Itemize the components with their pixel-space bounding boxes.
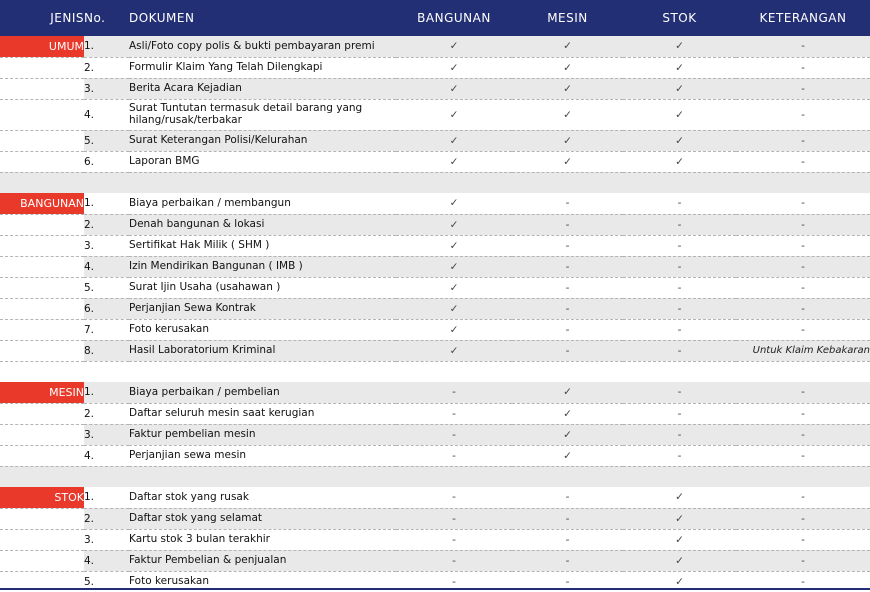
bangunan-mark: ✓: [396, 235, 512, 256]
bangunan-mark: -: [396, 403, 512, 424]
mesin-mark: ✓: [512, 382, 623, 403]
bangunan-mark: -: [396, 487, 512, 508]
mesin-mark: ✓: [512, 445, 623, 466]
bangunan-mark: -: [396, 508, 512, 529]
stok-mark: ✓: [623, 36, 736, 57]
bangunan-mark: -: [396, 424, 512, 445]
stok-mark: ✓: [623, 78, 736, 99]
table-body: [0, 36, 870, 592]
row-number: 6.: [84, 298, 129, 319]
stok-mark: ✓: [623, 529, 736, 550]
table-row: [0, 130, 870, 151]
category-empty: [0, 235, 84, 256]
bangunan-mark: -: [396, 529, 512, 550]
mesin-mark: ✓: [512, 57, 623, 78]
document-name: Denah bangunan & lokasi: [129, 214, 396, 235]
bangunan-mark: -: [452, 575, 456, 588]
stok-mark: -: [623, 424, 736, 445]
mesin-mark: -: [512, 340, 623, 361]
category-empty: [0, 99, 84, 130]
header-stok: STOK: [623, 0, 736, 36]
row-number: 3.: [84, 78, 129, 99]
keterangan-cell: -: [736, 57, 870, 78]
table-row: [0, 277, 870, 298]
keterangan-cell: -: [736, 193, 870, 214]
document-name: Foto kerusakan: [129, 575, 209, 588]
stok-mark: ✓: [623, 99, 736, 130]
spacer-cell: [0, 466, 870, 487]
document-name: Perjanjian sewa mesin: [129, 445, 396, 466]
document-name: Berita Acara Kejadian: [129, 78, 396, 99]
keterangan-cell: -: [736, 319, 870, 340]
keterangan-cell: -: [736, 130, 870, 151]
table-row: [0, 319, 870, 340]
table-row: [0, 550, 870, 571]
row-number: 8.: [84, 340, 129, 361]
bangunan-mark: ✓: [396, 277, 512, 298]
category-label: BANGUNAN: [0, 193, 84, 214]
mesin-mark: -: [512, 235, 623, 256]
category-empty: [0, 529, 84, 550]
table-row: [0, 529, 870, 550]
document-name: Kartu stok 3 bulan terakhir: [129, 529, 396, 550]
bangunan-mark: ✓: [396, 319, 512, 340]
keterangan-cell: -: [736, 550, 870, 571]
table-row: [0, 508, 870, 529]
keterangan-cell: -: [736, 445, 870, 466]
mesin-mark: -: [512, 256, 623, 277]
table-header: [0, 0, 870, 36]
row-number: 1.: [84, 382, 129, 403]
row-number: 4.: [84, 550, 129, 571]
mesin-mark: -: [512, 193, 623, 214]
table-row: [0, 340, 870, 361]
keterangan-cell: -: [736, 99, 870, 130]
category-empty: [0, 151, 84, 172]
table-row: [0, 403, 870, 424]
mesin-mark: ✓: [512, 130, 623, 151]
category-empty: [0, 550, 84, 571]
header-no: No.: [84, 0, 129, 36]
header-dokumen: DOKUMEN: [129, 0, 396, 36]
stok-mark: -: [623, 445, 736, 466]
row-number: 3.: [84, 235, 129, 256]
category-empty: [0, 445, 84, 466]
mesin-mark: -: [512, 319, 623, 340]
category-empty: [0, 298, 84, 319]
stok-mark: -: [623, 277, 736, 298]
document-name: Daftar stok yang selamat: [129, 508, 396, 529]
spacer-cell: [0, 172, 870, 193]
document-name: Laporan BMG: [129, 151, 396, 172]
document-name: Foto kerusakan: [129, 319, 396, 340]
table-row: [0, 382, 870, 403]
category-label: STOK: [0, 487, 84, 508]
keterangan-cell: -: [736, 151, 870, 172]
stok-mark: ✓: [623, 487, 736, 508]
bangunan-mark: ✓: [396, 151, 512, 172]
bangunan-mark: ✓: [396, 57, 512, 78]
bangunan-mark: ✓: [396, 78, 512, 99]
stok-mark: ✓: [623, 508, 736, 529]
keterangan-cell: -: [736, 214, 870, 235]
mesin-mark: ✓: [512, 36, 623, 57]
category-empty: [0, 57, 84, 78]
row-number: 7.: [84, 319, 129, 340]
table-row: [0, 298, 870, 319]
document-name: Asli/Foto copy polis & bukti pembayaran premi: [129, 36, 396, 57]
table-row: [0, 99, 870, 130]
row-number: 5.: [84, 130, 129, 151]
category-empty: [0, 340, 84, 361]
spacer-row: [0, 466, 870, 487]
keterangan-cell: -: [736, 277, 870, 298]
stok-mark: -: [623, 214, 736, 235]
bangunan-mark: ✓: [396, 193, 512, 214]
stok-mark: ✓: [623, 130, 736, 151]
table-row: [0, 256, 870, 277]
category-label: MESIN: [0, 382, 84, 403]
mesin-mark: -: [512, 550, 623, 571]
header-mesin: MESIN: [512, 0, 623, 36]
stok-mark: -: [623, 319, 736, 340]
mesin-mark: ✓: [512, 78, 623, 99]
row-number: 5.: [84, 575, 95, 588]
table-row: [0, 487, 870, 508]
keterangan-cell: -: [736, 78, 870, 99]
stok-mark: -: [623, 256, 736, 277]
keterangan-cell: -: [736, 403, 870, 424]
document-name: Faktur Pembelian & penjualan: [129, 550, 396, 571]
row-number: 2.: [84, 57, 129, 78]
spacer-row: [0, 361, 870, 382]
header-keterangan: KETERANGAN: [736, 0, 870, 36]
category-empty: [0, 319, 84, 340]
document-name: Surat Ijin Usaha (usahawan ): [129, 277, 396, 298]
row-number: 2.: [84, 508, 129, 529]
mesin-mark: ✓: [512, 99, 623, 130]
mesin-mark: -: [512, 508, 623, 529]
row-number: 2.: [84, 403, 129, 424]
mesin-mark: -: [512, 529, 623, 550]
category-empty: [0, 78, 84, 99]
row-number: 4.: [84, 99, 129, 130]
keterangan-cell: -: [736, 424, 870, 445]
mesin-mark: -: [512, 487, 623, 508]
document-name: Biaya perbaikan / membangun: [129, 193, 396, 214]
row-number: 2.: [84, 214, 129, 235]
bangunan-mark: ✓: [396, 36, 512, 57]
stok-mark: -: [623, 193, 736, 214]
row-number: 5.: [84, 277, 129, 298]
table-row: [0, 57, 870, 78]
keterangan-cell: -: [736, 36, 870, 57]
table-row: [0, 445, 870, 466]
bangunan-mark: ✓: [396, 298, 512, 319]
table-row: [0, 214, 870, 235]
keterangan-cell: -: [801, 575, 805, 588]
document-name: Perjanjian Sewa Kontrak: [129, 298, 396, 319]
document-name: Izin Mendirikan Bangunan ( IMB ): [129, 256, 396, 277]
category-empty: [0, 256, 84, 277]
stok-mark: ✓: [623, 57, 736, 78]
bangunan-mark: -: [396, 445, 512, 466]
document-name: Biaya perbaikan / pembelian: [129, 382, 396, 403]
row-number: 4.: [84, 445, 129, 466]
category-empty: [0, 277, 84, 298]
stok-mark: -: [623, 298, 736, 319]
table-row: [0, 235, 870, 256]
row-number: 3.: [84, 529, 129, 550]
keterangan-cell: -: [736, 256, 870, 277]
category-empty: [0, 508, 84, 529]
document-name: Faktur pembelian mesin: [129, 424, 396, 445]
keterangan-cell: -: [736, 235, 870, 256]
table-row: [0, 78, 870, 99]
document-name: Sertifikat Hak Milik ( SHM ): [129, 235, 396, 256]
stok-mark: -: [623, 340, 736, 361]
keterangan-cell: -: [736, 529, 870, 550]
mesin-mark: -: [512, 277, 623, 298]
spacer-row: [0, 172, 870, 193]
table-row: [0, 151, 870, 172]
table-row: [0, 193, 870, 214]
document-name: Surat Tuntutan termasuk detail barang yang hilang/rusak/terbakar: [129, 99, 396, 130]
document-name: Hasil Laboratorium Kriminal: [129, 340, 396, 361]
row-number: 6.: [84, 151, 129, 172]
keterangan-cell: -: [736, 382, 870, 403]
keterangan-cell: -: [736, 298, 870, 319]
mesin-mark: -: [512, 214, 623, 235]
row-number: 1.: [84, 36, 129, 57]
bangunan-mark: ✓: [396, 130, 512, 151]
stok-mark: -: [623, 382, 736, 403]
row-number: 4.: [84, 256, 129, 277]
bangunan-mark: -: [396, 550, 512, 571]
keterangan-cell: -: [736, 508, 870, 529]
stok-mark: ✓: [623, 151, 736, 172]
table-row: [0, 36, 870, 57]
document-name: Formulir Klaim Yang Telah Dilengkapi: [129, 57, 396, 78]
keterangan-cell: Untuk Klaim Kebakaran: [736, 340, 870, 361]
stok-mark: ✓: [675, 575, 684, 588]
mesin-mark: ✓: [512, 424, 623, 445]
header-bangunan: BANGUNAN: [396, 0, 512, 36]
row-number: 1.: [84, 487, 129, 508]
mesin-mark: ✓: [512, 151, 623, 172]
document-name: Daftar seluruh mesin saat kerugian: [129, 403, 396, 424]
table-row: [0, 424, 870, 445]
document-name: Daftar stok yang rusak: [129, 487, 396, 508]
category-empty: [0, 214, 84, 235]
bangunan-mark: ✓: [396, 340, 512, 361]
category-empty: [0, 130, 84, 151]
keterangan-cell: -: [736, 487, 870, 508]
row-number: 1.: [84, 193, 129, 214]
header-jenis: JENIS: [0, 0, 84, 36]
mesin-mark: -: [512, 298, 623, 319]
spacer-cell: [0, 361, 870, 382]
mesin-mark: -: [565, 575, 570, 588]
bangunan-mark: -: [396, 382, 512, 403]
bangunan-mark: ✓: [396, 99, 512, 130]
bangunan-mark: ✓: [396, 256, 512, 277]
category-empty: [0, 403, 84, 424]
stok-mark: -: [623, 235, 736, 256]
bangunan-mark: ✓: [396, 214, 512, 235]
row-number: 3.: [84, 424, 129, 445]
document-name: Surat Keterangan Polisi/Kelurahan: [129, 130, 396, 151]
category-empty: [0, 424, 84, 445]
stok-mark: ✓: [623, 550, 736, 571]
category-label: UMUM: [0, 36, 84, 57]
mesin-mark: ✓: [512, 403, 623, 424]
stok-mark: -: [623, 403, 736, 424]
